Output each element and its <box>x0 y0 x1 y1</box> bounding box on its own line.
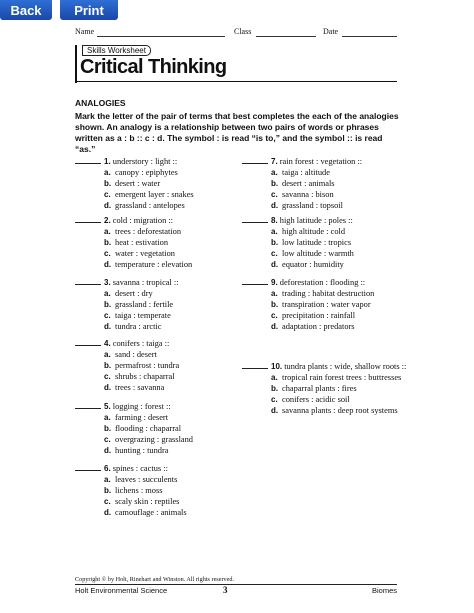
option-d <box>271 321 402 332</box>
option-text: lichens : moss <box>115 486 163 495</box>
option-letter: a. <box>104 413 111 422</box>
question-text: tundra plants : wide, shallow roots :: <box>284 362 407 371</box>
option-letter: b. <box>104 300 112 309</box>
chapter-name: Biomes <box>371 586 397 595</box>
copyright: Copyright © by Holt, Rinehart and Winston. All rights reserved. <box>75 576 235 583</box>
option-letter: c. <box>104 249 111 258</box>
question-stem <box>242 360 417 372</box>
student-info-row <box>75 27 397 39</box>
option-c <box>104 371 250 382</box>
option-letter: b. <box>104 361 112 370</box>
option-text: trading : habitat destruction <box>282 289 375 298</box>
question-number: 2. <box>104 216 111 225</box>
option-c <box>271 394 402 405</box>
question-text: deforestation : flooding :: <box>279 278 366 287</box>
option-letter: a. <box>104 289 111 298</box>
option-text: water : vegetation <box>115 249 175 258</box>
answer-blank[interactable] <box>75 400 101 409</box>
option-d <box>104 200 250 211</box>
option-text: grassland : antelopes <box>115 201 185 210</box>
option-d <box>104 259 250 270</box>
option-d <box>104 507 250 518</box>
option-text: tundra : arctic <box>115 322 162 331</box>
question-5 <box>75 400 250 456</box>
option-letter: d. <box>104 322 112 331</box>
answer-blank[interactable] <box>75 214 101 223</box>
option-text: desert : water <box>115 179 161 188</box>
question-9 <box>242 276 417 332</box>
option-letter: b. <box>104 486 112 495</box>
back-button[interactable]: Back <box>0 0 52 20</box>
option-d <box>104 382 250 393</box>
option-c <box>271 189 417 200</box>
question-text: understory : light :: <box>112 157 178 166</box>
question-number: 5. <box>104 402 111 411</box>
answer-blank[interactable] <box>242 360 268 369</box>
question-number: 10. <box>271 362 283 371</box>
question-text: rain forest : vegetation :: <box>279 157 363 166</box>
option-letter: c. <box>104 190 111 199</box>
option-text: temperature : elevation <box>115 260 193 269</box>
option-text: hunting : tundra <box>115 446 169 455</box>
option-letter: c. <box>271 311 278 320</box>
option-text: overgrazing : grassland <box>115 435 193 444</box>
option-text: savanna plants : deep root systems <box>282 406 398 415</box>
name-label: Name <box>75 27 95 36</box>
option-text: scaly skin : reptiles <box>115 497 180 506</box>
question-4 <box>75 337 250 393</box>
option-a <box>104 412 250 423</box>
option-letter: b. <box>104 238 112 247</box>
option-letter: b. <box>271 238 279 247</box>
option-letter: d. <box>271 322 279 331</box>
question-stem <box>75 400 250 412</box>
option-d <box>271 405 402 416</box>
option-text: trees : savanna <box>115 383 165 392</box>
option-d <box>271 259 417 270</box>
question-number: 1. <box>104 157 111 166</box>
option-a <box>271 226 417 237</box>
answer-blank[interactable] <box>242 155 268 164</box>
question-6 <box>75 462 250 518</box>
answer-blank[interactable] <box>75 155 101 164</box>
option-letter: c. <box>271 249 278 258</box>
option-text: low altitude : warmth <box>282 249 354 258</box>
print-button[interactable]: Print <box>60 0 118 20</box>
option-c <box>104 496 250 507</box>
option-text: desert : dry <box>115 289 153 298</box>
page-title: Critical Thinking <box>80 56 227 78</box>
option-text: shrubs : chaparral <box>115 372 175 381</box>
option-text: chaparral plants : fires <box>282 384 357 393</box>
question-stem <box>75 276 250 288</box>
option-letter: d. <box>104 508 112 517</box>
option-b <box>271 178 417 189</box>
option-text: camouflage : animals <box>115 508 187 517</box>
option-text: taiga : temperate <box>115 311 171 320</box>
option-a <box>271 167 417 178</box>
option-text: low latitude : tropics <box>282 238 352 247</box>
option-text: savanna : bison <box>282 190 334 199</box>
question-text: high latitude : poles :: <box>279 216 353 225</box>
option-letter: b. <box>271 384 279 393</box>
question-3 <box>75 276 250 332</box>
option-a <box>104 288 250 299</box>
option-text: equator : humidity <box>282 260 344 269</box>
instructions: Mark the letter of the pair of terms that best completes the each of the analogies shown. An analogy is a relationship between two pairs of words or phrases written as a : b :: c : d. The symbol : is read “is to,” and the symbol :: is read “as.” <box>75 111 399 154</box>
option-text: grassland : fertile <box>115 300 174 309</box>
question-8 <box>242 214 417 270</box>
option-a <box>104 226 250 237</box>
book-title: Holt Environmental Science <box>75 586 168 595</box>
option-text: conifers : acidic soil <box>282 395 350 404</box>
option-d <box>104 321 250 332</box>
date-label: Date <box>323 27 339 36</box>
option-text: taiga : altitude <box>282 168 330 177</box>
name-line[interactable] <box>97 36 225 37</box>
question-stem <box>242 214 417 226</box>
question-text: cold : migration :: <box>112 216 174 225</box>
question-number: 3. <box>104 278 111 287</box>
question-number: 4. <box>104 339 111 348</box>
option-letter: d. <box>271 406 279 415</box>
class-label: Class <box>234 27 252 36</box>
question-7 <box>242 155 417 211</box>
option-letter: c. <box>104 311 111 320</box>
option-letter: d. <box>104 201 112 210</box>
question-number: 7. <box>271 157 278 166</box>
answer-blank[interactable] <box>75 276 101 285</box>
option-letter: b. <box>271 179 279 188</box>
option-letter: b. <box>104 424 112 433</box>
option-text: sand : desert <box>115 350 157 359</box>
option-text: heat : estivation <box>115 238 169 247</box>
option-c <box>104 434 250 445</box>
option-a <box>104 349 250 360</box>
option-b <box>104 178 250 189</box>
option-letter: c. <box>104 435 111 444</box>
option-letter: a. <box>104 475 111 484</box>
option-letter: a. <box>271 289 278 298</box>
option-c <box>271 248 417 259</box>
option-text: high altitude : cold <box>282 227 346 236</box>
option-text: trees : deforestation <box>115 227 182 236</box>
option-c <box>104 310 250 321</box>
option-text: precipitation : rainfall <box>282 311 356 320</box>
answer-blank[interactable] <box>242 214 268 223</box>
option-d <box>271 200 417 211</box>
option-letter: c. <box>271 190 278 199</box>
option-letter: d. <box>271 260 279 269</box>
date-line[interactable] <box>342 36 397 37</box>
answer-blank[interactable] <box>242 276 268 285</box>
option-b <box>104 299 250 310</box>
answer-blank[interactable] <box>75 337 101 346</box>
question-text: logging : forest :: <box>112 402 171 411</box>
option-letter: c. <box>271 395 278 404</box>
option-letter: a. <box>104 227 111 236</box>
option-letter: a. <box>271 373 278 382</box>
question-stem <box>242 276 417 288</box>
title-bar <box>75 45 77 83</box>
option-text: desert : animals <box>282 179 335 188</box>
answer-blank[interactable] <box>75 462 101 471</box>
question-stem <box>75 155 250 167</box>
option-letter: d. <box>104 383 112 392</box>
question-stem <box>75 462 250 474</box>
option-c <box>104 189 250 200</box>
option-b <box>271 299 402 310</box>
question-stem <box>75 214 250 226</box>
option-text: canopy : epiphytes <box>115 168 178 177</box>
option-b <box>271 383 402 394</box>
class-line[interactable] <box>256 36 316 37</box>
page-number: 3 <box>223 585 228 595</box>
option-b <box>104 423 250 434</box>
question-text: spines : cactus :: <box>112 464 168 473</box>
option-text: leaves : succulents <box>115 475 178 484</box>
option-letter: a. <box>271 227 278 236</box>
option-c <box>104 248 250 259</box>
option-a <box>271 372 402 383</box>
option-letter: d. <box>104 446 112 455</box>
option-letter: a. <box>104 350 111 359</box>
option-letter: c. <box>104 497 111 506</box>
question-10 <box>242 360 417 416</box>
option-c <box>271 310 402 321</box>
option-letter: b. <box>271 300 279 309</box>
option-text: adaptation : predators <box>282 322 355 331</box>
option-a <box>271 288 402 299</box>
question-text: savanna : tropical :: <box>112 278 179 287</box>
option-letter: d. <box>104 260 112 269</box>
footer-rule <box>75 584 397 585</box>
section-heading: ANALOGIES <box>75 98 126 108</box>
option-b <box>104 360 250 371</box>
option-letter: d. <box>271 201 279 210</box>
option-text: emergent layer : snakes <box>115 190 194 199</box>
question-number: 8. <box>271 216 278 225</box>
question-number: 6. <box>104 464 111 473</box>
option-a <box>104 474 250 485</box>
title-rule <box>75 81 397 82</box>
option-letter: c. <box>104 372 111 381</box>
question-number: 9. <box>271 278 278 287</box>
worksheet-tag: Skills Worksheet <box>82 45 151 56</box>
question-text: conifers : taiga :: <box>112 339 170 348</box>
option-text: tropical rain forest trees : buttresses <box>282 373 402 382</box>
question-stem <box>242 155 417 167</box>
option-b <box>104 485 250 496</box>
option-text: farming : desert <box>115 413 169 422</box>
option-letter: a. <box>104 168 111 177</box>
question-stem <box>75 337 250 349</box>
option-letter: b. <box>104 179 112 188</box>
option-b <box>271 237 417 248</box>
option-text: transpiration : water vapor <box>282 300 371 309</box>
question-1 <box>75 155 250 211</box>
question-2 <box>75 214 250 270</box>
option-text: permafrost : tundra <box>115 361 180 370</box>
option-text: flooding : chaparral <box>115 424 182 433</box>
option-b <box>104 237 250 248</box>
option-d <box>104 445 250 456</box>
option-letter: a. <box>271 168 278 177</box>
option-text: grassland : topsoil <box>282 201 343 210</box>
option-a <box>104 167 250 178</box>
